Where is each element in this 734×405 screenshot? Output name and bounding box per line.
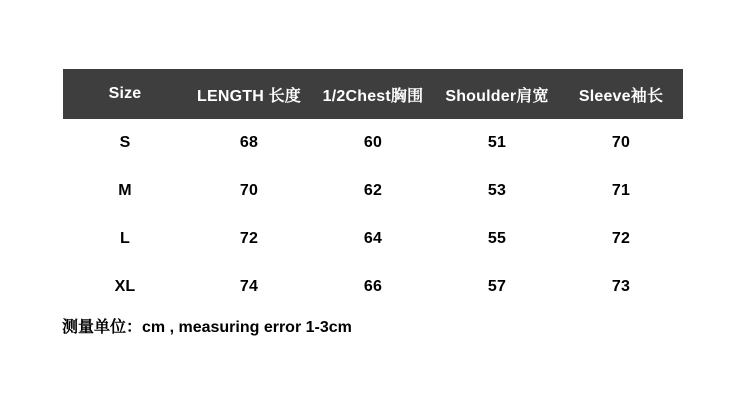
cell-size: S	[119, 134, 131, 151]
cell-shoulder: 53	[487, 182, 507, 199]
cell-size: M	[118, 182, 132, 199]
table-row-m	[63, 167, 683, 215]
cell-length: 68	[239, 134, 259, 151]
cell-sleeve: 72	[611, 230, 631, 247]
measurement-note: 测量单位：cm , measuring error 1-3cm	[62, 319, 352, 336]
table-header-row	[63, 69, 683, 119]
column-header-sleeve: Sleeve袖长	[578, 87, 664, 105]
cell-size: L	[120, 230, 130, 247]
table-row-l	[63, 215, 683, 263]
cell-shoulder: 55	[487, 230, 507, 247]
cell-chest: 62	[363, 182, 383, 199]
cell-chest: 66	[363, 278, 383, 295]
table-row-xl	[63, 263, 683, 311]
cell-length: 72	[239, 230, 259, 247]
size-table	[63, 69, 683, 311]
cell-shoulder: 51	[487, 134, 507, 151]
cell-length: 74	[239, 278, 259, 295]
table-row-s	[63, 119, 683, 167]
column-header-size: Size	[108, 85, 142, 102]
cell-sleeve: 71	[611, 182, 631, 199]
column-header-shoulder: Shoulder肩宽	[445, 87, 549, 105]
column-header-length: LENGTH 长度	[196, 87, 302, 105]
cell-sleeve: 73	[611, 278, 631, 295]
column-header-chest: 1/2Chest胸围	[322, 87, 424, 105]
cell-chest: 60	[363, 134, 383, 151]
cell-sleeve: 70	[611, 134, 631, 151]
cell-shoulder: 57	[487, 278, 507, 295]
cell-length: 70	[239, 182, 259, 199]
cell-size: XL	[114, 278, 136, 295]
cell-chest: 64	[363, 230, 383, 247]
